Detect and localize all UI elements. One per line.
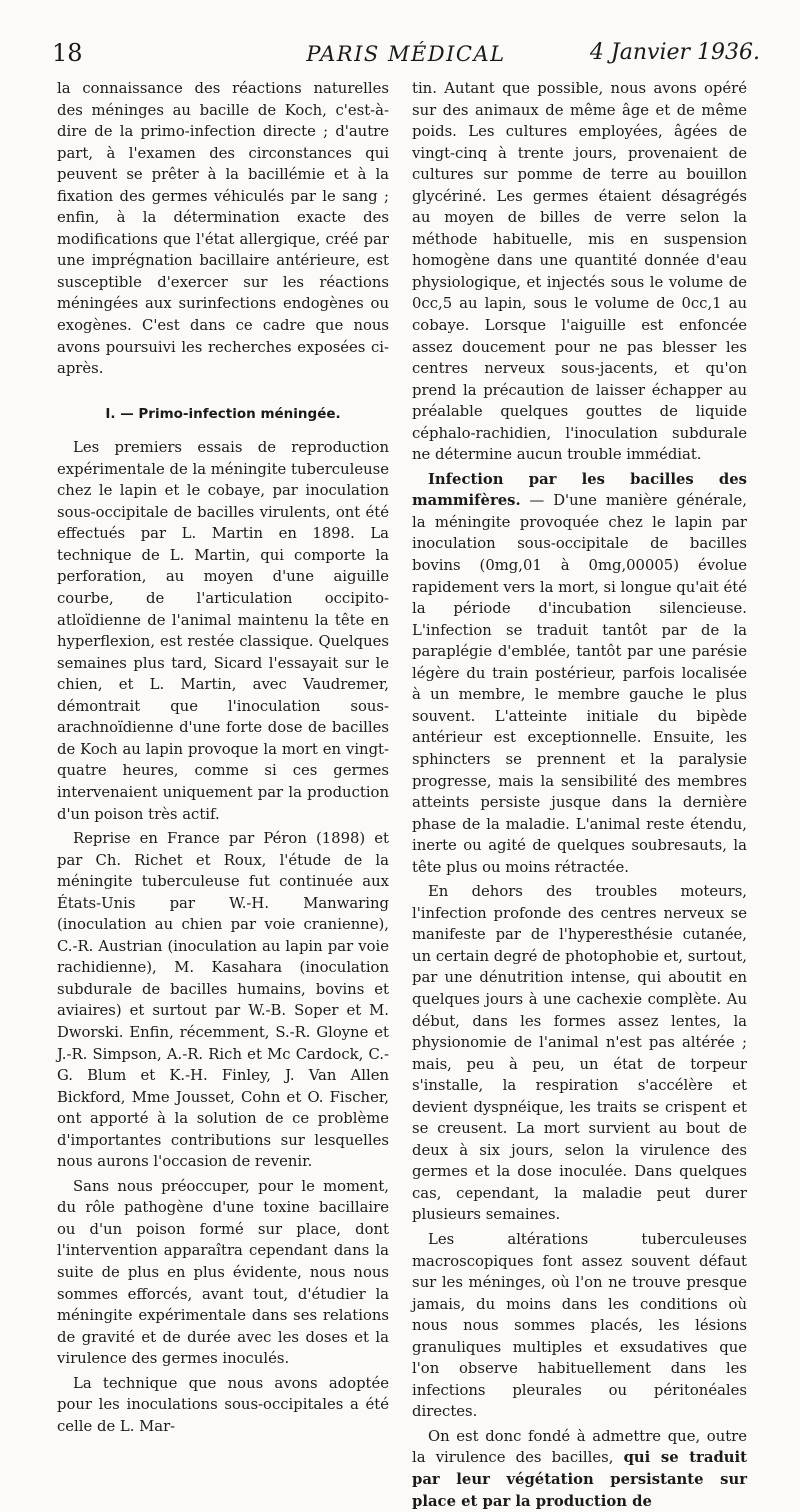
paragraph: La technique que nous avons adoptée pour les inoculations sous-occipitales a été celle de L. Mar- [57, 1374, 389, 1435]
left-column [57, 78, 389, 1437]
paragraph: tin. Autant que possible, nous avons opéré sur des animaux de même âge et de même poids. Les cultures employées, âgées de vingt-cinq à trente jours, provenaient de cultures sur pomme de terre au bouillon glycériné. Les germes étaient désagrégés au moyen de billes de verre selon la méthode habituelle, mis en suspension homogène dans une quantité donnée d'eau physiologique, et injectés sous le volume de 0cc,5 au lapin, sous le volume de 0cc,1 au cobaye. Lorsque l'aiguille est enfoncée assez doucement pour ne pas blesser les centres nerveux sous-jacents, et qu'on prend la précaution de laisser échapper au préalable quelques gouttes de liquide céphalo-rachidien, l'inoculation subdurale ne détermine aucun trouble immédiat. [412, 80, 747, 464]
subsection-heading: Infection par les bacilles des mammifères. [412, 470, 747, 510]
paragraph [412, 469, 747, 878]
paragraph [412, 1426, 747, 1512]
page-number: 18 [52, 39, 83, 67]
emphasized-text: qui se traduit par leur végétation persistante sur place et par la production de [412, 1449, 747, 1510]
paragraph-text: — D'une manière générale, la méningite provoquée chez le lapin par inoculation sous-occipitale de bacilles bovins (0mg,01 à 0mg,00005) évolue rapidement vers la mort, si longue qu'ait été la période d'incubation silencieuse. L'infection se traduit tantôt par de la paraplégie d'emblée, tantôt par une parésie légère du train postérieur, parfois localisée à un membre, le membre gauche le plus souvent. L'atteinte initiale du bipède antérieur est exceptionnelle. Ensuite, les sphincters se prennent et la paralysie progresse, mais la sensibilité des membres atteints persiste jusque dans la dernière phase de la maladie. L'animal reste étendu, inerte ou agité de quelques soubresauts, la tête plus ou moins rétractée. [412, 492, 747, 876]
paragraph: En dehors des troubles moteurs, l'infection profonde des centres nerveux se manifeste par de l'hyperesthésie cutanée, un certain degré de photophobie et, surtout, par une dénutrition intense, qui aboutit en quelques jours à une cachexie complète. Au début, dans les formes assez lentes, la physionomie de l'animal n'est pas altérée ; mais, peu à peu, un état de torpeur s'installe, la respiration s'accélère et devient dyspnéique, les traits se crispent et se creusent. La mort survient au bout de deux à six jours, selon la virulence des germes et la dose inoculée. Dans quelques cas, cependant, la maladie peut durer plusieurs semaines. [412, 883, 747, 1224]
journal-title: PARIS MÉDICAL [306, 42, 506, 66]
paragraph: la connaissance des réactions naturelles des méninges au bacille de Koch, c'est-à-dire de la primo-infection directe ; d'autre part, à l'examen des circonstances qui peuvent se prêter à la bacillémie et à la fixation des germes véhiculés par le sang ; enfin, à la détermination exacte des modifications que l'état allergique, créé par une imprégnation bacillaire antérieure, est susceptible d'exercer sur les réactions méningées aux surinfections endogènes ou exogènes. C'est dans ce cadre que nous avons poursuivi les recherches exposées ci-après. [57, 80, 389, 378]
issue-date: 4 Janvier 1936. [589, 40, 760, 65]
paragraph: Les premiers essais de reproduction expérimentale de la méningite tuberculeuse chez le lapin et le cobaye, par inoculation sous-occipitale de bacilles virulents, ont été effectués par L. Martin en 1898. La technique de L. Martin, qui comporte la perforation, au moyen d'une aiguille courbe, de l'articulation occipito-atloïdienne de l'animal maintenu la tête en hyperflexion, est restée classique. Quelques semaines plus tard, Sicard l'essayait sur le chien, et L. Martin, avec Vaudremer, démontrait que l'inoculation sous-arachnoïdienne d'une forte dose de bacilles de Koch au lapin provoque la mort en vingt-quatre heures, comme si ces germes intervenaient uniquement par la production d'un poison très actif. [57, 439, 389, 823]
paragraph: Reprise en France par Péron (1898) et par Ch. Richet et Roux, l'étude de la méningite tuberculeuse fut continuée aux États-Unis par W.-H. Manwaring (inoculation au chien par voie cranienne), C.-R. Austrian (inoculation au lapin par voie rachidienne), M. Kasahara (inoculation subdurale de bacilles humains, bovins et aviaires) et surtout par W.-B. Soper et M. Dworski. Enfin, récemment, S.-R. Gloyne et J.-R. Simpson, A.-R. Rich et Mc Cardock, C.-G. Blum et K.-H. Finley, J. Van Allen Bickford, Mme Jousset, Cohn et O. Fischer, ont apporté à la solution de ce problème d'importantes contributions sur lesquelles nous aurons l'occasion de revenir. [57, 830, 389, 1171]
paragraph: Les altérations tuberculeuses macroscopiques font assez souvent défaut sur les méninges, où l'on ne trouve presque jamais, du moins dans les conditions où nous nous sommes placés, les lésions granuliques multiples et exsudatives que l'on observe habituellement dans les infections pleurales ou péritonéales directes. [412, 1230, 747, 1421]
section-heading: I. — Primo-infection méningée. [105, 405, 341, 422]
right-column [412, 78, 747, 1512]
paragraph-text: On est donc fondé à admettre que, outre la virulence des bacilles, [412, 1427, 747, 1467]
paragraph: Sans nous préoccuper, pour le moment, du rôle pathogène d'une toxine bacillaire ou d'un poison formé sur place, dont l'intervention apparaîtra cependant dans la suite de plus en plus évidente, nous nous sommes efforcés, avant tout, d'étudier la méningite expérimentale dans ses relations de gravité et de durée avec les doses et la virulence des germes inoculés. [57, 1177, 389, 1368]
running-header [52, 38, 760, 74]
